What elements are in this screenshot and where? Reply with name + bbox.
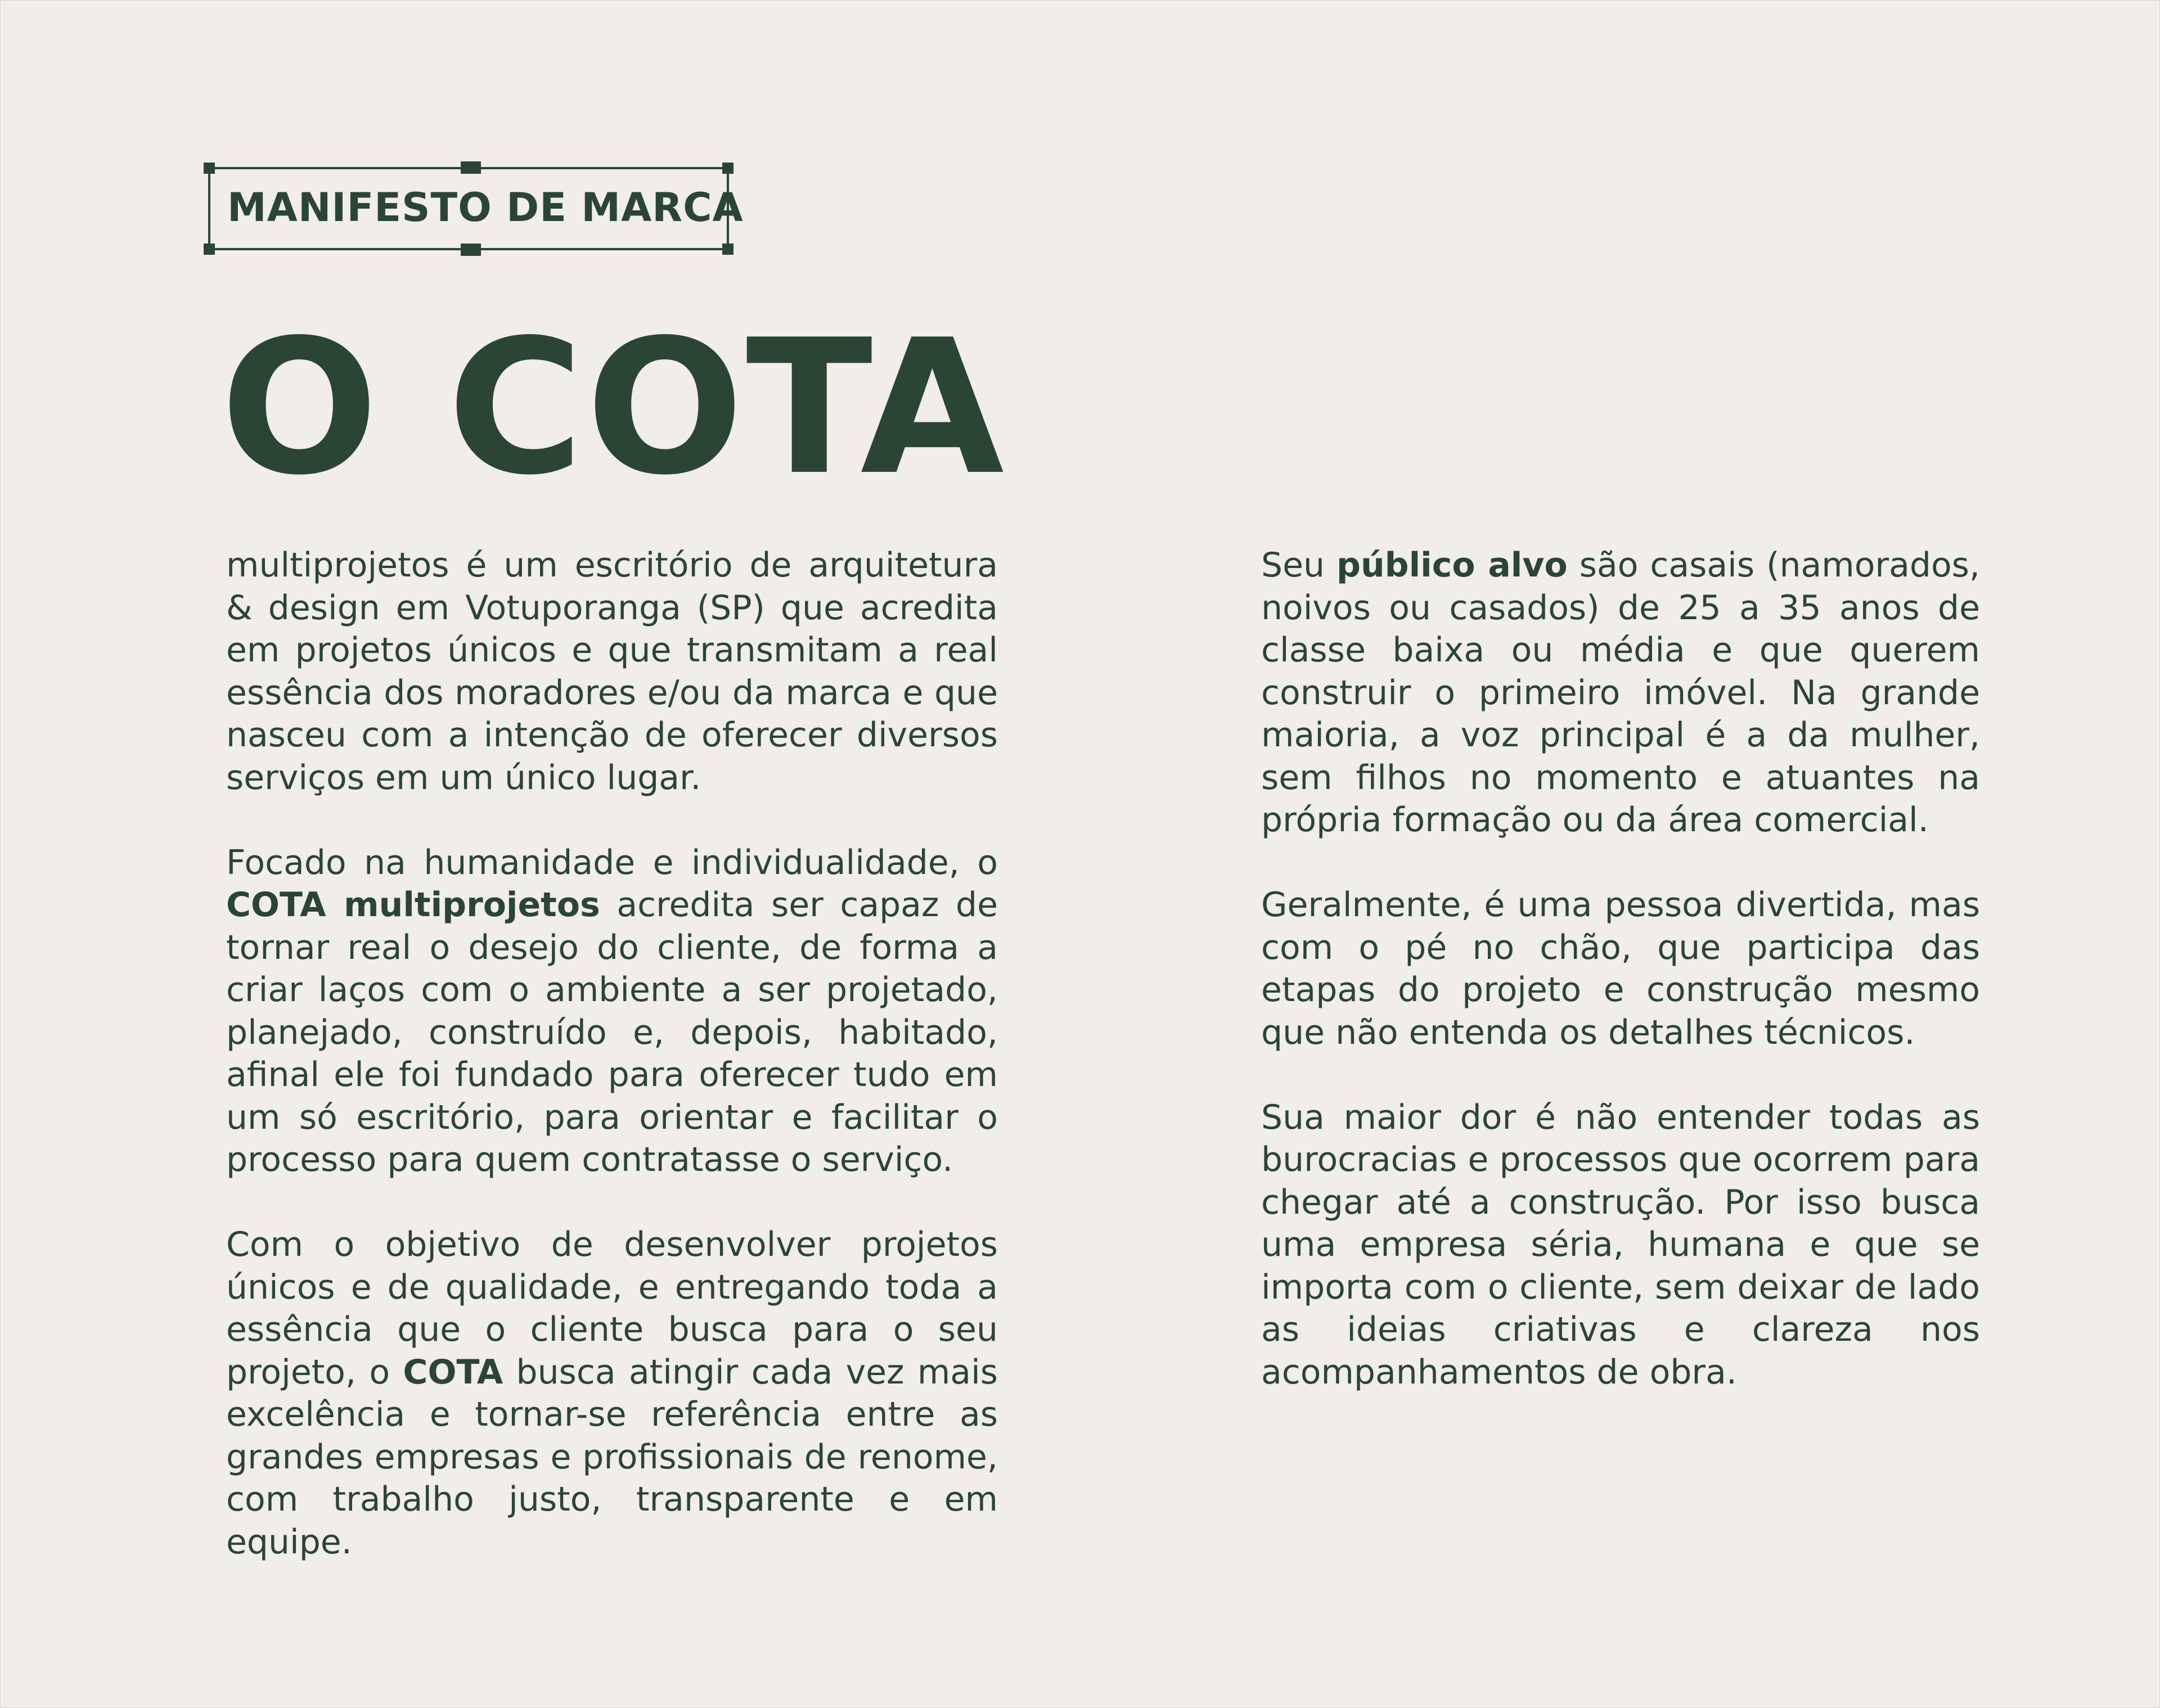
left-paragraph-3: Com o objetivo de desenvolver projetos únicos e de qualidade, e entregando toda a essência que o cliente busca para o seu projeto, o COTA busca atingir cada vez mais excelência e tornar-se referência entre as grandes empresas e profissionais de renome, com trabalho justo, transparente e em equipe. xyxy=(226,1225,998,1562)
selection-handle-top-middle xyxy=(461,161,481,174)
selection-handle-bottom-right xyxy=(722,244,734,255)
left-paragraph-2: Focado na humanidade e individualidade, o COTA multiprojetos acredita ser capaz de tornar real o desejo do cliente, de forma a criar laços com o ambiente a ser projetado, planejado, construído e, depois, habitado, afinal ele foi fundado para oferecer tudo em um só escritório, para orientar e facilitar o processo para quem contratasse o serviço. xyxy=(226,842,998,1179)
brand-name-bold: COTA xyxy=(403,1352,503,1392)
page-title: O COTA xyxy=(220,300,1007,516)
left-text-column xyxy=(226,544,998,1606)
target-audience-bold: público alvo xyxy=(1336,546,1568,585)
selection-handle-top-left xyxy=(204,163,215,174)
left-paragraph-1: multiprojetos é um escritório de arquitetura & design em Votuporanga (SP) que acredita em projetos únicos e que transmitam a real essência dos moradores e/ou da marca e que nasceu com a intenção de oferecer diversos serviços em um único lugar. xyxy=(226,546,998,797)
selection-handle-bottom-middle xyxy=(461,244,481,256)
section-label: MANIFESTO DE MARCA xyxy=(227,184,744,231)
selection-handle-top-right xyxy=(722,163,734,174)
right-paragraph-3: Sua maior dor é não entender todas as burocracias e processos que ocorrem para chegar até a construção. Por isso busca uma empresa séria, humana e que se importa com o cliente, sem deixar de lado as ideias criativas e clareza nos acompanhamentos de obra. xyxy=(1261,1097,1980,1392)
right-paragraph-2: Geralmente, é uma pessoa divertida, mas com o pé no chão, que participa das etapas do projeto e construção mesmo que não entenda os detalhes técnicos. xyxy=(1261,885,1980,1052)
selection-handle-bottom-left xyxy=(204,244,215,255)
right-paragraph-1: Seu público alvo são casais (namorados, noivos ou casados) de 25 a 35 anos de classe baixa ou média e que querem construir o primeiro imóvel. Na grande maioria, a voz principal é a da mulher, sem filhos no momento e atuantes na própria formação ou da área comercial. xyxy=(1261,546,1980,840)
right-text-column xyxy=(1261,544,1980,1436)
section-label-box xyxy=(208,167,744,250)
brand-name-bold: COTA multiprojetos xyxy=(226,885,600,925)
